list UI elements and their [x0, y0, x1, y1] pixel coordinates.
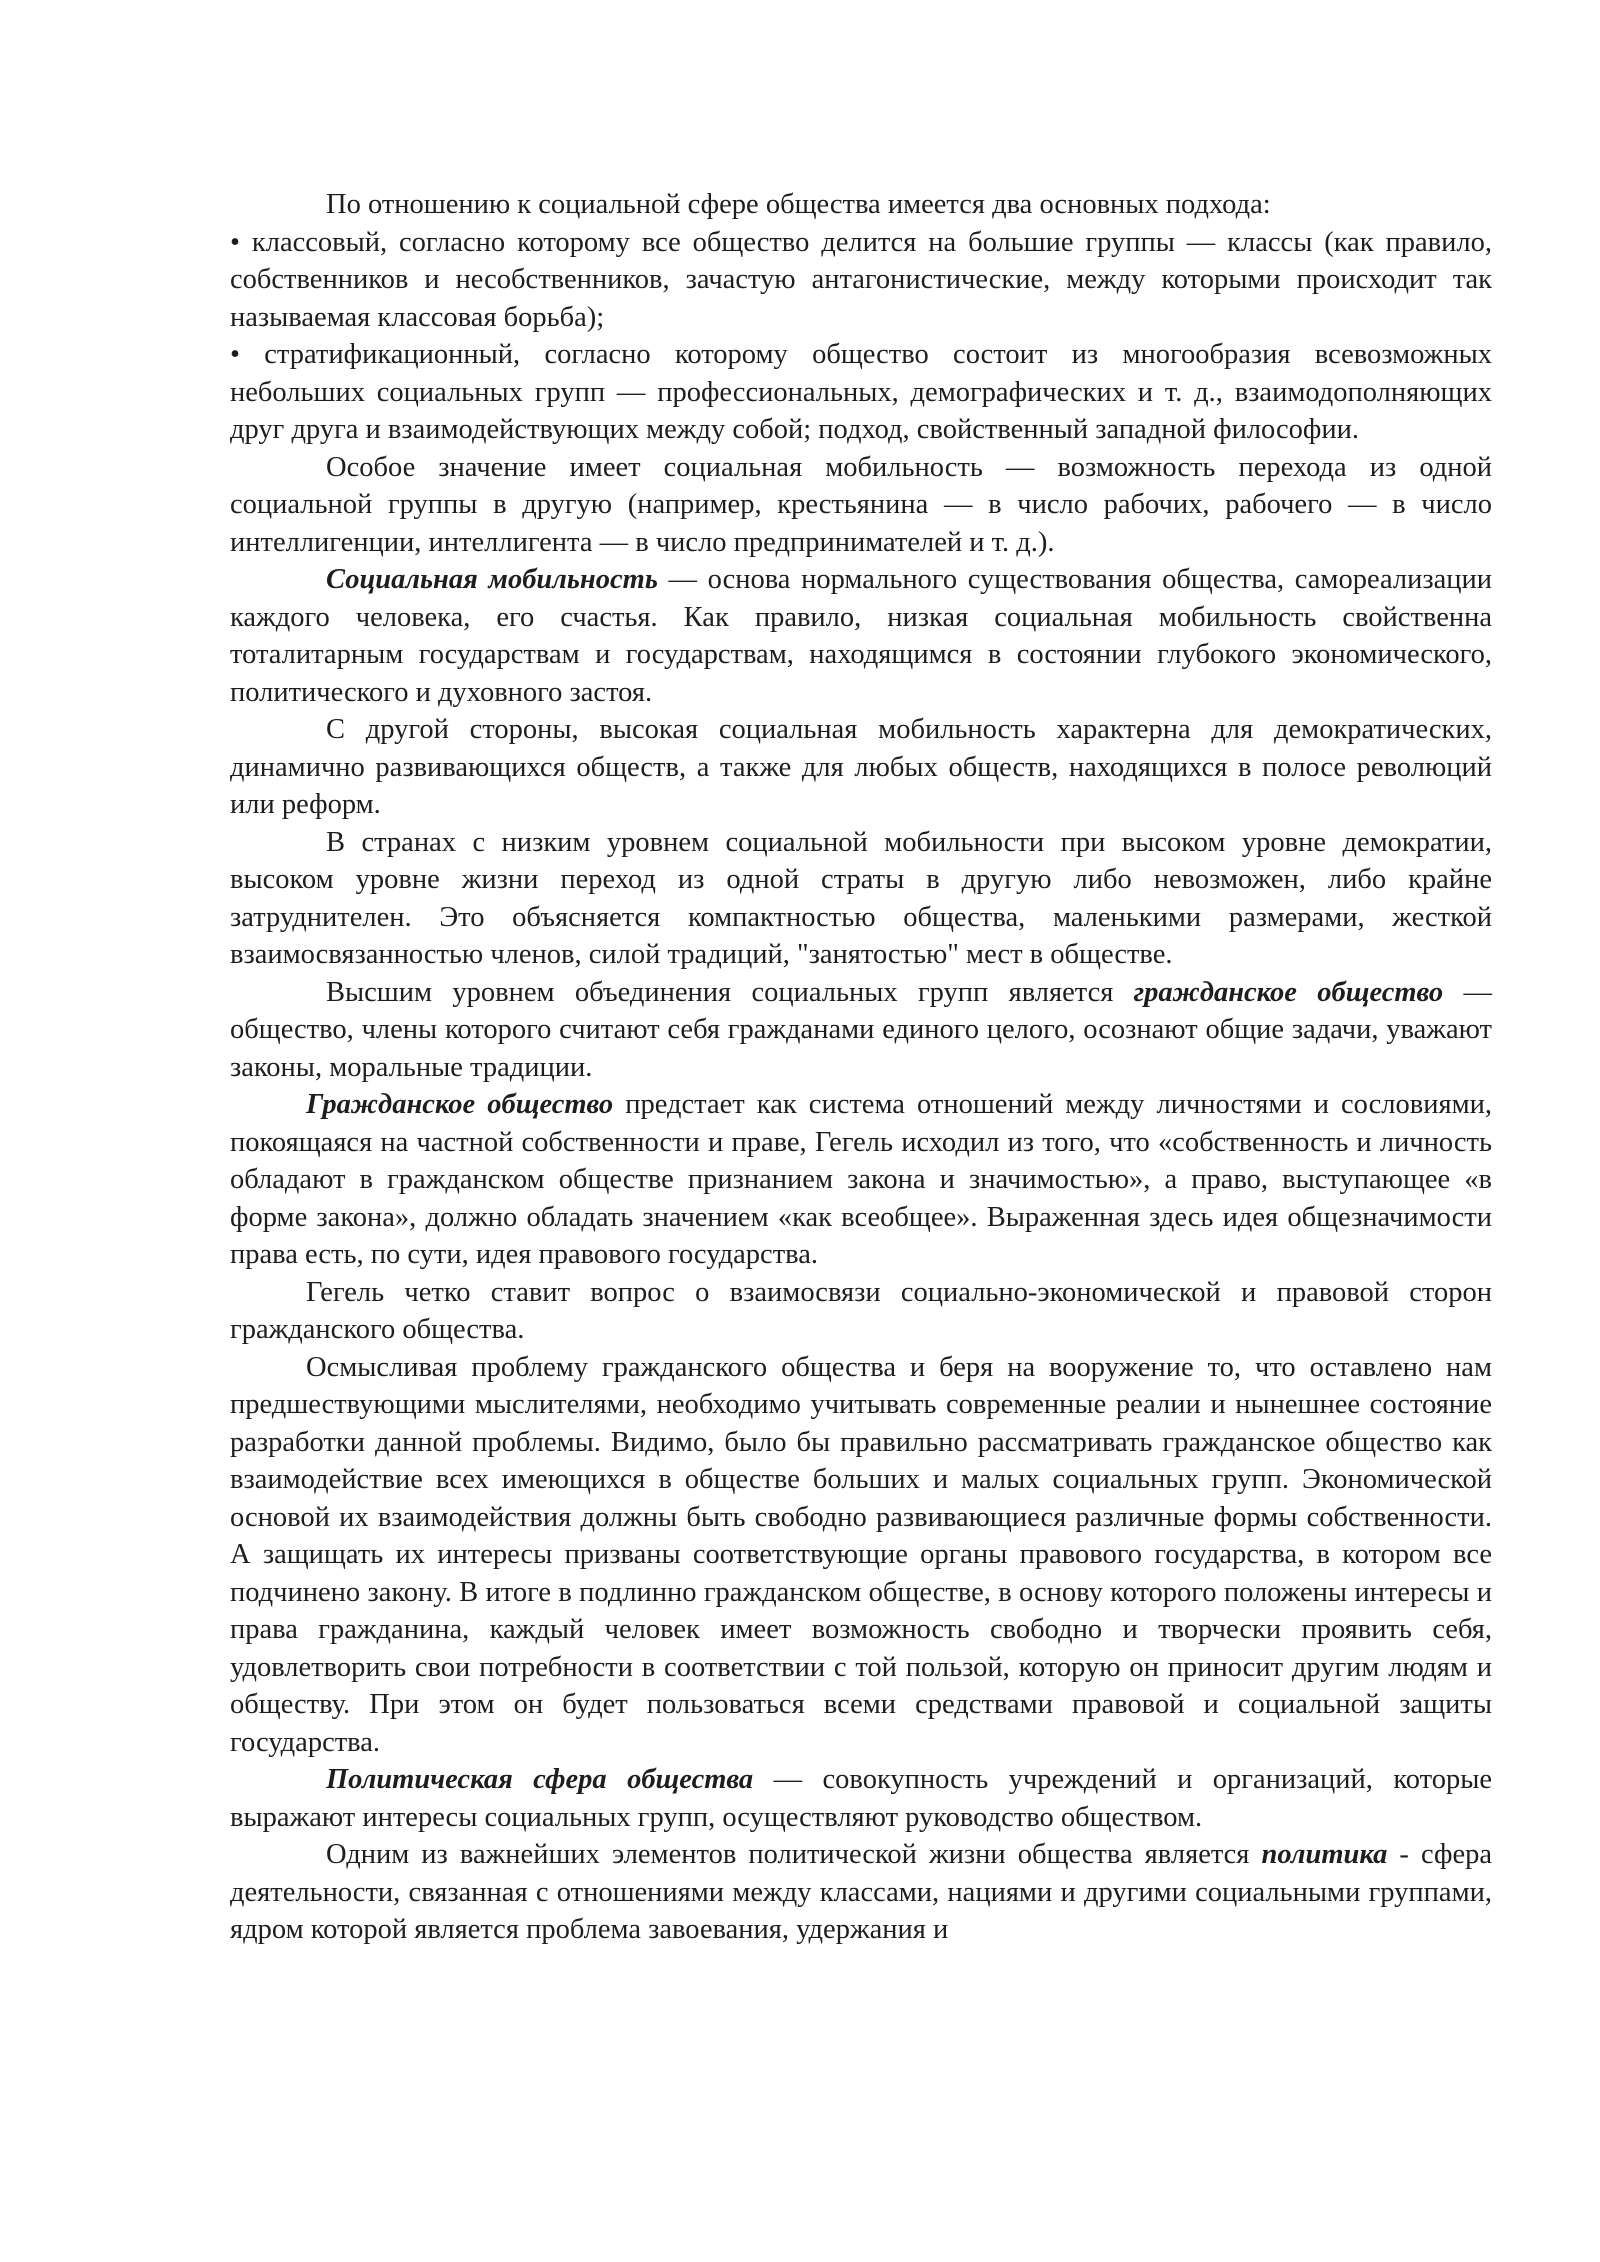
paragraph-p12: [230, 1761, 1492, 1836]
paragraph-p2: [230, 224, 1492, 337]
paragraph-text: Особое значение имеет социальная мобильность — возможность перехода из одной социальной группы в другую (например, крестьянина — в число рабочих, рабочего — в число интеллигенции, интеллигента — в число предпринимателей и т. д.).: [230, 451, 1492, 558]
paragraph-text: — общество, члены которого считают себя гражданами единого целого, осознают общие задачи, уважают законы, моральные традиции.: [230, 976, 1492, 1083]
paragraph-text: С другой стороны, высокая социальная мобильность характерна для демократических, динамично развивающихся обществ, а также для любых обществ, находящихся в полосе революций или реформ.: [230, 714, 1492, 820]
paragraph-p9: [230, 1086, 1492, 1274]
paragraph-text: предстает как система отношений между личностями и сословиями, покоящаяся на частной собственности и праве, Гегель исходил из того, что «собственность и личность обладают в гражданском обществе признанием закона и значимостью», а право, выступающее «в форме закона», должно обладать значением «как всеобщее». Выраженная здесь идея общезначимости права есть, по сути, идея правового государства.: [230, 1089, 1492, 1270]
paragraph-p10: [230, 1274, 1492, 1349]
paragraph-text: По отношению к социальной сфере общества имеется два основных подхода:: [326, 189, 1271, 220]
paragraph-text: Высшим уровнем объединения социальных групп является: [326, 976, 1134, 1008]
defined-term: Социальная мобильность: [326, 564, 658, 595]
paragraph-text: В странах с низким уровнем социальной мобильности при высоком уровне демократии, высоком уровне жизни переход из одной страты в другую либо невозможен, либо крайне затруднителен. Это объясняется компактностью общества, маленькими размерами, жесткой взаимосвязанностью членов, силой традиций, "занятостью" мест в обществе.: [230, 826, 1492, 970]
defined-term: гражданское общество: [1133, 976, 1444, 1008]
paragraph-p6: [230, 711, 1492, 824]
defined-term: политика: [1261, 1839, 1388, 1870]
paragraph-text: Осмысливая проблему гражданского общества и беря на вооружение то, что оставлено нам предшествующими мыслителями, необходимо учитывать современные реалии и нынешнее состояние разработки данной проблемы. Видимо, было бы правильно рассматривать гражданское общество как взаимодействие всех имеющихся в обществе больших и малых социальных групп. Экономической основой их взаимодействия должны быть свободно развивающиеся различные формы собственности. А защищать их интересы призваны соответствующие органы правового государства, в котором все подчинено закону. В итоге в подлинно гражданском обществе, в основу которого положены интересы и права гражданина, каждый человек имеет возможность свободно и творчески проявить себя, удовлетворить свои потребности в соответствии с той пользой, которую он приносит другим людям и обществу. При этом он будет пользоваться всеми средствами правовой и социальной защиты государства.: [230, 1351, 1492, 1758]
paragraph-text: Одним из важнейших элементов политической жизни общества является: [326, 1839, 1262, 1870]
paragraph-p8: [230, 974, 1492, 1087]
paragraph-p1: [230, 186, 1492, 224]
paragraph-text: • классовый, согласно которому все общество делится на большие группы — классы (как правило, собственников и несобственников, зачастую антагонистические, между которыми происходит так называемая классовая борьба);: [230, 226, 1492, 333]
paragraph-text: - сфера деятельности, связанная с отношениями между классами, нациями и другими социальными группами, ядром которой является проблема завоевания, удержания и: [230, 1839, 1492, 1945]
paragraph-text: Гегель четко ставит вопрос о взаимосвязи социально-экономической и правовой сторон гражданского общества.: [230, 1276, 1492, 1345]
defined-term: Политическая сфера общества: [326, 1764, 754, 1795]
paragraph-p11: [230, 1349, 1492, 1762]
document-page: [230, 186, 1492, 1949]
paragraph-p3: [230, 336, 1492, 449]
paragraph-p5: [230, 561, 1492, 711]
paragraph-p13: [230, 1836, 1492, 1949]
paragraph-text: • стратификационный, согласно которому общество состоит из многообразия всевозможных небольших социальных групп — профессиональных, демографических и т. д., взаимодополняющих друг друга и взаимодействующих между собой; подход, свойственный западной философии.: [230, 339, 1492, 445]
paragraph-text: — совокупность учреждений и организаций, которые выражают интересы социальных групп, осуществляют руководство обществом.: [230, 1764, 1492, 1833]
defined-term: Гражданское общество: [306, 1089, 614, 1120]
paragraph-p7: [230, 824, 1492, 974]
paragraph-text: — основа нормального существования общества, самореализации каждого человека, его счастья. Как правило, низкая социальная мобильность свойственна тоталитарным государствам и государствам, находящимся в состоянии глубокого экономического, политического и духовного застоя.: [230, 564, 1492, 708]
paragraph-p4: [230, 449, 1492, 562]
